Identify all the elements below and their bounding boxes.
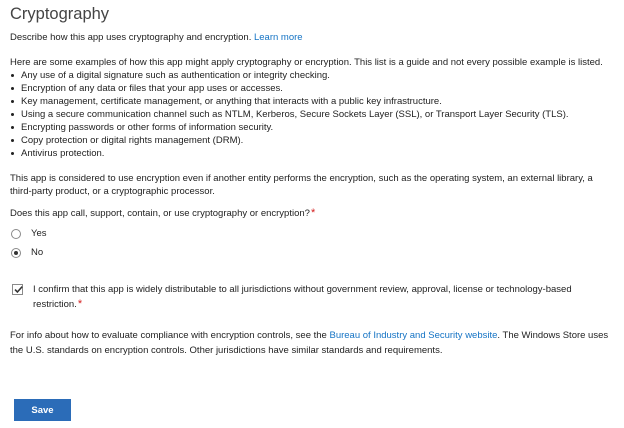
learn-more-link[interactable]: Learn more (253, 32, 303, 43)
compliance-info (10, 328, 616, 358)
required-asterisk: * (77, 298, 83, 310)
yes-label[interactable]: Yes (31, 228, 47, 239)
required-asterisk: * (310, 207, 316, 219)
confirm-text[interactable]: I confirm that this app is widely distributable to all jurisdictions without government review, approval, license or technology-based restriction. (33, 284, 572, 310)
examples-intro: Here are some examples of how this app might apply cryptography or encryption. This list is a guide and not every possible example is listed. (10, 57, 603, 68)
checkmark-icon (13, 284, 24, 295)
list-item: Key management, certificate management, or anything that interacts with a public key infrastructure. (10, 95, 616, 108)
examples-list (10, 69, 616, 160)
info-text-after: . The Windows Store uses the U.S. standards on encryption controls. Other jurisdictions have similar standards and requirements. (10, 330, 609, 356)
save-button[interactable]: Save (14, 399, 71, 421)
distribution-confirmation[interactable] (10, 282, 616, 312)
list-item: Antivirus protection. (10, 147, 616, 160)
section-description (10, 31, 616, 44)
info-text-before: For info about how to evaluate compliance with encryption controls, see the (10, 330, 330, 341)
page-title: Cryptography (10, 5, 110, 23)
list-item: Encryption of any data or files that your app uses or accesses. (10, 82, 616, 95)
list-item: Encrypting passwords or other forms of information security. (10, 121, 616, 134)
crypto-question (10, 207, 616, 220)
description-text: Describe how this app uses cryptography and encryption. (10, 32, 252, 43)
confirm-checkbox[interactable] (12, 284, 23, 295)
radio-option-no[interactable] (10, 243, 616, 262)
yes-radio[interactable] (11, 229, 21, 239)
confirm-label[interactable] (33, 282, 593, 312)
no-label[interactable]: No (31, 247, 44, 258)
bis-website-link[interactable]: Bureau of Industry and Security website (329, 330, 498, 341)
list-item: Using a secure communication channel such as NTLM, Kerberos, Secure Sockets Layer (SSL), or Transport Layer Security (TLS). (10, 108, 616, 121)
cryptography-section (10, 4, 616, 368)
encryption-note: This app is considered to use encryption even if another entity performs the encryption, such as the operating system, an external library, a third-party product, or a cryptographic processor. (10, 173, 593, 197)
no-radio[interactable] (11, 248, 21, 258)
list-item: Copy protection or digital rights management (DRM). (10, 134, 616, 147)
list-item: Any use of a digital signature such as authentication or integrity checking. (10, 69, 616, 82)
radio-option-yes[interactable] (10, 224, 616, 243)
question-label: Does this app call, support, contain, or use cryptography or encryption? (10, 208, 310, 219)
